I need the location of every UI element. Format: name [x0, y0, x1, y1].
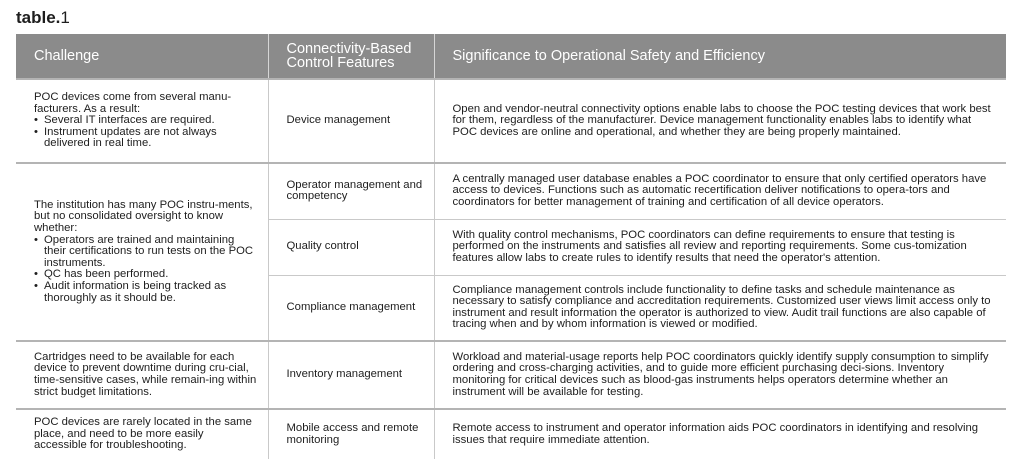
header-significance: Significance to Operational Safety and Efficiency: [434, 34, 1006, 79]
challenges-table: [16, 34, 1006, 459]
challenge-cell: Cartridges need to be available for each device to prevent downtime during cru-cial, time-sensitive cases, while remain-ing within strict budget limitations.: [16, 341, 268, 409]
challenge-cell: POC devices are rarely located in the same place, and need to be more easily accessible for troubleshooting.: [16, 409, 268, 459]
feature-cell: Mobile access and remote monitoring: [268, 409, 434, 459]
significance-cell: Open and vendor-neutral connectivity options enable labs to choose the POC testing devices that work best for them, regardless of the manufacturer. Device management functionality enables labs to identify what POC devices are online and operational, and whether they are being properly maintained.: [434, 79, 1006, 163]
table-row: [16, 163, 1006, 219]
significance-cell: A centrally managed user database enables a POC coordinator to ensure that only certified operators have access to devices. Functions such as automatic recertification deliver notifications to opera-tors and coordinators for better management of training and certification of all device operators.: [434, 163, 1006, 219]
caption-label: table.: [16, 8, 61, 27]
challenge-cell: [16, 163, 268, 341]
header-features: Connectivity-Based Control Features: [268, 34, 434, 79]
bullet-item: • Operators are trained and maintaining their certifications to run tests on the POC instruments.: [34, 235, 258, 270]
table-caption: [16, 8, 70, 28]
feature-cell: Device management: [268, 79, 434, 163]
feature-cell: Inventory management: [268, 341, 434, 409]
bullet-item: • QC has been performed.: [34, 269, 258, 281]
bullet-item: • Several IT interfaces are required.: [34, 115, 258, 127]
bullet-item: • Instrument updates are not always delivered in real time.: [34, 127, 258, 150]
table-row: [16, 341, 1006, 409]
feature-cell: Compliance management: [268, 275, 434, 341]
significance-cell: Compliance management controls include functionality to define tasks and schedule maintenance as necessary to satisfy compliance and accreditation requirements. Customized user views limit access only to instrument and result information the operator is authorized to view. Audit trail functions are also capable of tracing when and by whom information is viewed or modified.: [434, 275, 1006, 341]
challenge-bullets: [34, 235, 258, 305]
table-row: [16, 79, 1006, 163]
significance-cell: Remote access to instrument and operator information aids POC coordinators in identifying and resolving issues that require immediate attention.: [434, 409, 1006, 459]
header-challenge: Challenge: [16, 34, 268, 79]
challenge-bullets: [34, 115, 258, 150]
significance-cell: Workload and material-usage reports help POC coordinators quickly identify supply consumption to simplify ordering and cross-charging activities, and to guide more efficient purchasing deci-sions. Inventory monitoring for critical devices such as blood-gas instruments helps operators determine whether an instrument will be available for testing.: [434, 341, 1006, 409]
table-row: [16, 409, 1006, 459]
bullet-item: • Audit information is being tracked as thoroughly as it should be.: [34, 281, 258, 304]
feature-cell: Quality control: [268, 219, 434, 275]
challenge-cell: [16, 79, 268, 163]
caption-number: 1: [60, 8, 70, 27]
significance-cell: With quality control mechanisms, POC coordinators can define requirements to ensure that testing is performed on the instruments and satisfies all review and reporting requirements. Some cus-tomization features allow labs to create rules to identify results that need the operator's attention.: [434, 219, 1006, 275]
feature-cell: Operator management and competency: [268, 163, 434, 219]
challenge-text: POC devices come from several manu-facturers. As a result:: [34, 91, 232, 115]
challenge-text: The institution has many POC instru-ments, but no consolidated oversight to know whether:: [34, 198, 253, 235]
header-row: [16, 34, 1006, 79]
